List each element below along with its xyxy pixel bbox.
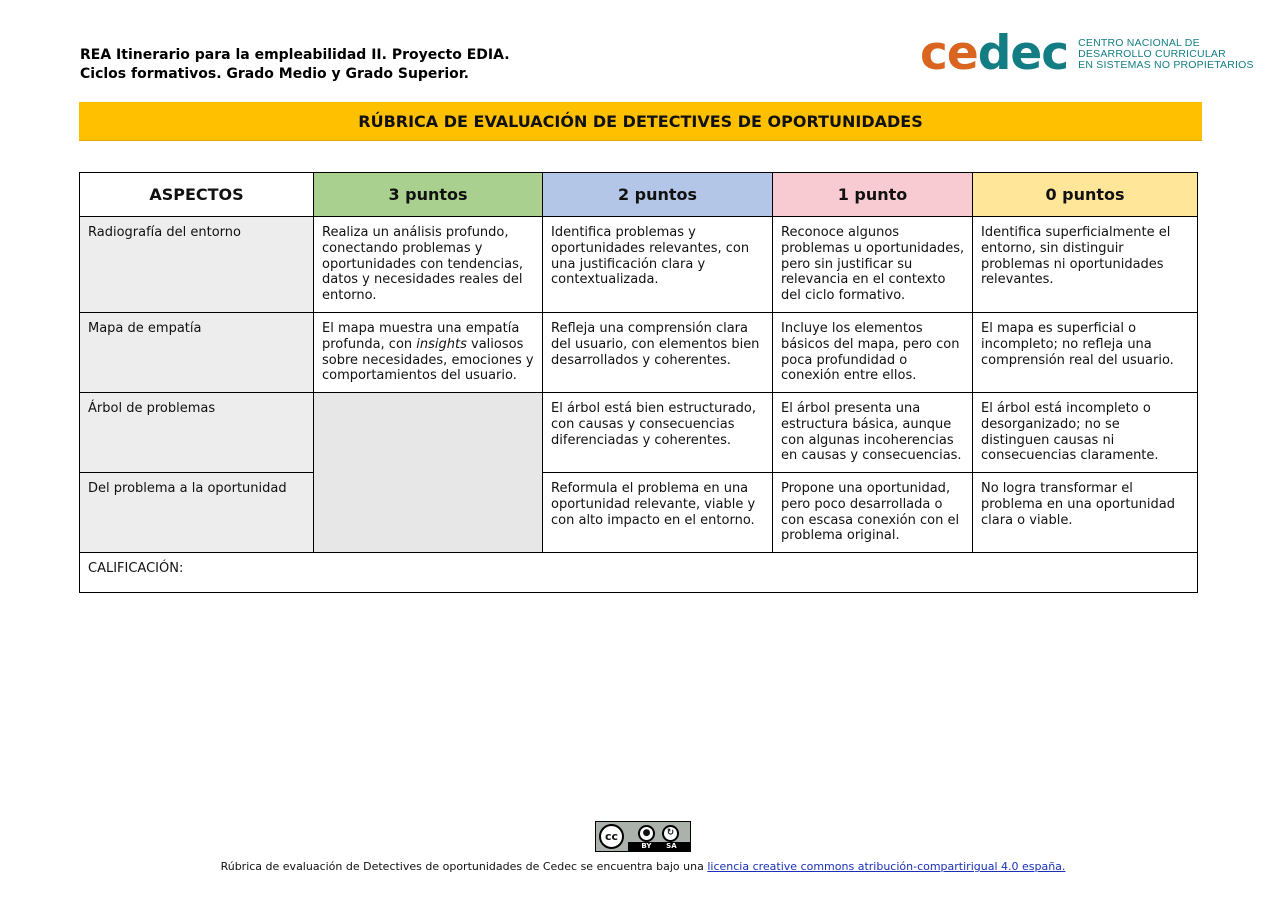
logo-sub-line-3: EN SISTEMAS NO PROPIETARIOS [1078, 58, 1254, 71]
criteria-cell-3: Realiza un análisis profundo, conectando problemas y oportunidades con tendencias, datos y necesidades reales del entorno. [314, 217, 543, 313]
criteria-emphasis: insights [416, 336, 467, 352]
header-0-points: 0 puntos [973, 173, 1198, 217]
header-line-2: Ciclos formativos. Grado Medio y Grado Superior. [80, 66, 469, 82]
table-row [80, 393, 1198, 473]
header-2-points: 2 puntos [543, 173, 773, 217]
logo-wordmark [920, 26, 1069, 81]
header-1-point: 1 punto [773, 173, 973, 217]
grade-row [80, 553, 1198, 593]
share-alike-icon: ↻ [662, 825, 679, 842]
criteria-cell-1: El árbol presenta una estructura básica, aunque con algunas incoherencias en causas y consecuencias. [773, 393, 973, 473]
header-row [80, 173, 1198, 217]
criteria-cell-3 [314, 313, 543, 393]
attribution-icon: ● [638, 825, 655, 842]
criteria-cell-2: Reformula el problema en una oportunidad relevante, viable y con alto impacto en el entorno. [543, 473, 773, 553]
criteria-cell-0: Identifica superficialmente el entorno, sin distinguir problemas ni oportunidades relevantes. [973, 217, 1198, 313]
cc-by-label: BY [641, 842, 652, 850]
cc-license-badge[interactable] [595, 821, 691, 852]
criteria-cell-2: Refleja una comprensión clara del usuario, con elementos bien desarrollados y coherentes. [543, 313, 773, 393]
criteria-cell-0: El mapa es superficial o incompleto; no refleja una comprensión real del usuario. [973, 313, 1198, 393]
grade-label: CALIFICACIÓN: [80, 553, 1198, 593]
criteria-text: El mapa muestra una empatía profunda, con [322, 321, 520, 352]
criteria-cell-1: Incluye los elementos básicos del mapa, pero con poca profundidad o conexión entre ellos. [773, 313, 973, 393]
table-row [80, 313, 1198, 393]
logo-sub-line-1: CENTRO NACIONAL DE [1078, 36, 1200, 49]
license-line [0, 860, 1286, 873]
aspect-cell: Del problema a la oportunidad [80, 473, 314, 553]
footer [0, 821, 1286, 873]
logo-sub-line-2: DESARROLLO CURRICULAR [1078, 47, 1226, 60]
aspect-cell: Árbol de problemas [80, 393, 314, 473]
logo-subtitle [1078, 38, 1254, 71]
cc-icon: cc [599, 824, 624, 849]
cc-sa-label: SA [666, 842, 677, 850]
criteria-cell-2: Identifica problemas y oportunidades relevantes, con una justificación clara y contextualizada. [543, 217, 773, 313]
criteria-cell-1: Reconoce algunos problemas u oportunidades, pero sin justificar su relevancia en el contexto del ciclo formativo. [773, 217, 973, 313]
logo-word-teal: dec [977, 26, 1069, 81]
table-row [80, 217, 1198, 313]
cc-strip [628, 842, 690, 851]
criteria-cell-0: El árbol está incompleto o desorganizado; no se distinguen causas ni consecuencias claramente. [973, 393, 1198, 473]
criteria-text: valiosos sobre necesidades, emociones y comportamientos del usuario. [322, 336, 534, 384]
criteria-cell-3-blank [314, 393, 543, 553]
header-aspects: ASPECTOS [80, 173, 314, 217]
rubric-title: RÚBRICA DE EVALUACIÓN DE DETECTIVES DE OPORTUNIDADES [79, 102, 1202, 141]
header-3-points: 3 puntos [314, 173, 543, 217]
table-row [80, 473, 1198, 553]
document-header [80, 46, 510, 84]
aspect-cell: Radiografía del entorno [80, 217, 314, 313]
criteria-cell-2: El árbol está bien estructurado, con causas y consecuencias diferenciadas y coherentes. [543, 393, 773, 473]
criteria-cell-1: Propone una oportunidad, pero poco desarrollada o con escasa conexión con el problema original. [773, 473, 973, 553]
criteria-cell-0: No logra transformar el problema en una oportunidad clara o viable. [973, 473, 1198, 553]
license-text: Rúbrica de evaluación de Detectives de oportunidades de Cedec se encuentra bajo una [220, 860, 708, 873]
logo-word-orange: ce [920, 26, 978, 81]
header-line-1: REA Itinerario para la empleabilidad II. Proyecto EDIA. [80, 47, 510, 63]
license-link[interactable]: licencia creative commons atribución-compartirigual 4.0 españa. [707, 860, 1066, 873]
rubric-table [79, 172, 1198, 593]
aspect-cell: Mapa de empatía [80, 313, 314, 393]
cedec-logo [920, 26, 1254, 81]
